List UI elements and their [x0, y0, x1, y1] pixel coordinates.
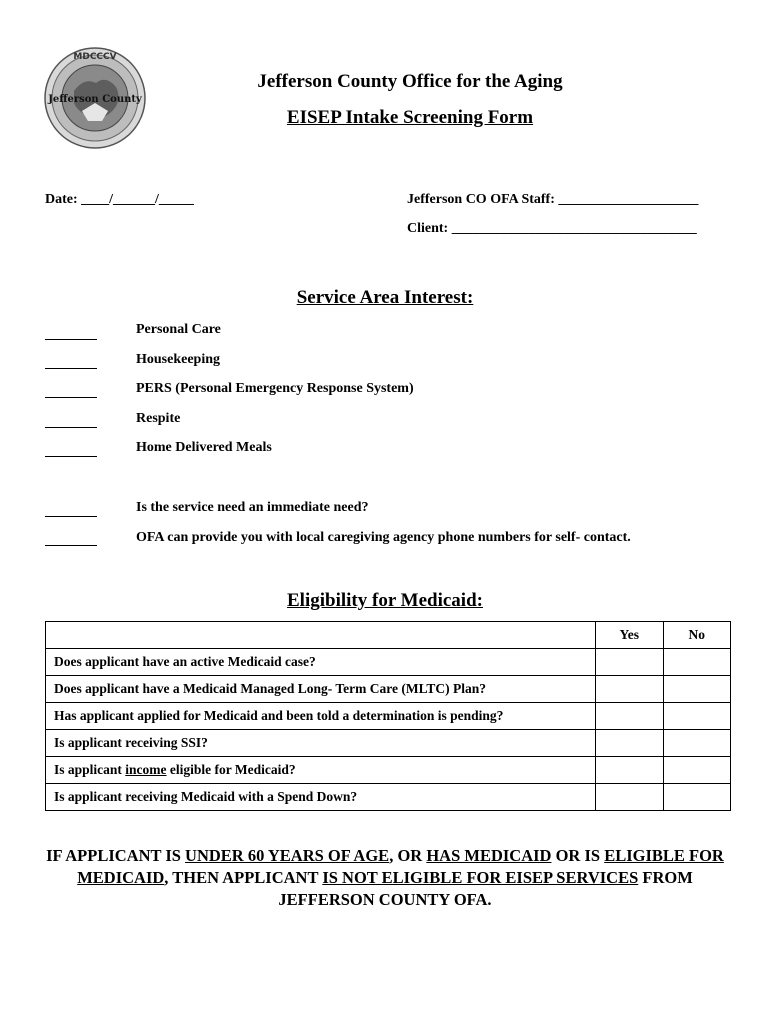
- table-header-row: [46, 622, 731, 649]
- notice-underlined: ELIGIBLE FOR MEDICAID: [77, 846, 724, 887]
- checkbox-blank[interactable]: [45, 456, 97, 457]
- notice-text: FROM JEFFERSON COUNTY OFA.: [278, 868, 693, 909]
- no-cell[interactable]: [663, 649, 730, 676]
- q5-post: eligible for Medicaid?: [166, 762, 296, 777]
- staff-field[interactable]: Jefferson CO OFA Staff: ____________________: [407, 192, 699, 207]
- no-cell[interactable]: [663, 676, 730, 703]
- question-cell: Does applicant have a Medicaid Managed Long- Term Care (MLTC) Plan?: [46, 676, 596, 703]
- question-cell: Has applicant applied for Medicaid and been told a determination is pending?: [46, 703, 596, 730]
- checkbox-blank[interactable]: [45, 545, 97, 546]
- client-field[interactable]: Client: ___________________________________: [407, 221, 697, 236]
- q5-underlined: income: [125, 762, 167, 777]
- no-cell[interactable]: [663, 703, 730, 730]
- checkbox-blank[interactable]: [45, 339, 97, 340]
- question-cell: Is applicant receiving SSI?: [46, 730, 596, 757]
- service-area-heading: Service Area Interest:: [296, 287, 474, 308]
- table-row: [46, 703, 731, 730]
- medicaid-heading: Eligibility for Medicaid:: [287, 590, 483, 611]
- question-cell: [46, 757, 596, 784]
- seal-center-text: Jefferson County: [48, 94, 142, 105]
- yes-cell[interactable]: [596, 730, 663, 757]
- county-seal-logo: [44, 47, 146, 149]
- yes-cell[interactable]: [596, 676, 663, 703]
- question-cell: Is applicant receiving Medicaid with a Spend Down?: [46, 784, 596, 811]
- date-field[interactable]: Date: ____/______/_____: [45, 192, 194, 207]
- notice-text: IF APPLICANT IS: [46, 846, 186, 865]
- checkbox-blank[interactable]: [45, 427, 97, 428]
- no-column-header: No: [663, 622, 730, 649]
- notice-underlined: IS NOT ELIGIBLE FOR EISEP SERVICES: [322, 868, 639, 887]
- service-item-label: Home Delivered Meals: [136, 440, 272, 455]
- no-cell[interactable]: [663, 757, 730, 784]
- service-item-label: Respite: [136, 411, 181, 426]
- checkbox-blank[interactable]: [45, 516, 97, 517]
- medicaid-table: [45, 621, 731, 811]
- notice-text: OR IS: [551, 846, 605, 865]
- table-row: [46, 730, 731, 757]
- eligibility-notice: [40, 845, 730, 911]
- checkbox-blank[interactable]: [45, 397, 97, 398]
- table-row: [46, 757, 731, 784]
- org-title: Jefferson County Office for the Aging: [257, 71, 563, 92]
- notice-text: , THEN APPLICANT: [164, 868, 323, 887]
- notice-text: , OR: [389, 846, 427, 865]
- seal-top-text: MDCCCV: [73, 52, 117, 62]
- notice-underlined: HAS MEDICAID: [426, 846, 552, 865]
- form-title: EISEP Intake Screening Form: [286, 107, 534, 128]
- yes-cell[interactable]: [596, 757, 663, 784]
- table-row: [46, 649, 731, 676]
- table-row: [46, 784, 731, 811]
- service-item-label: PERS (Personal Emergency Response System): [136, 381, 414, 396]
- immediate-need-label: Is the service need an immediate need?: [136, 500, 369, 515]
- question-cell: Does applicant have an active Medicaid case?: [46, 649, 596, 676]
- yes-cell[interactable]: [596, 703, 663, 730]
- service-item-label: Personal Care: [136, 322, 221, 337]
- yes-cell[interactable]: [596, 784, 663, 811]
- yes-cell[interactable]: [596, 649, 663, 676]
- yes-column-header: Yes: [596, 622, 663, 649]
- agency-contact-label: OFA can provide you with local caregiving agency phone numbers for self- contact.: [136, 530, 631, 545]
- notice-underlined: UNDER 60 YEARS OF AGE: [185, 846, 390, 865]
- table-row: [46, 676, 731, 703]
- q5-pre: Is applicant: [54, 762, 126, 777]
- service-item-label: Housekeeping: [136, 352, 221, 367]
- no-cell[interactable]: [663, 784, 730, 811]
- no-cell[interactable]: [663, 730, 730, 757]
- checkbox-blank[interactable]: [45, 368, 97, 369]
